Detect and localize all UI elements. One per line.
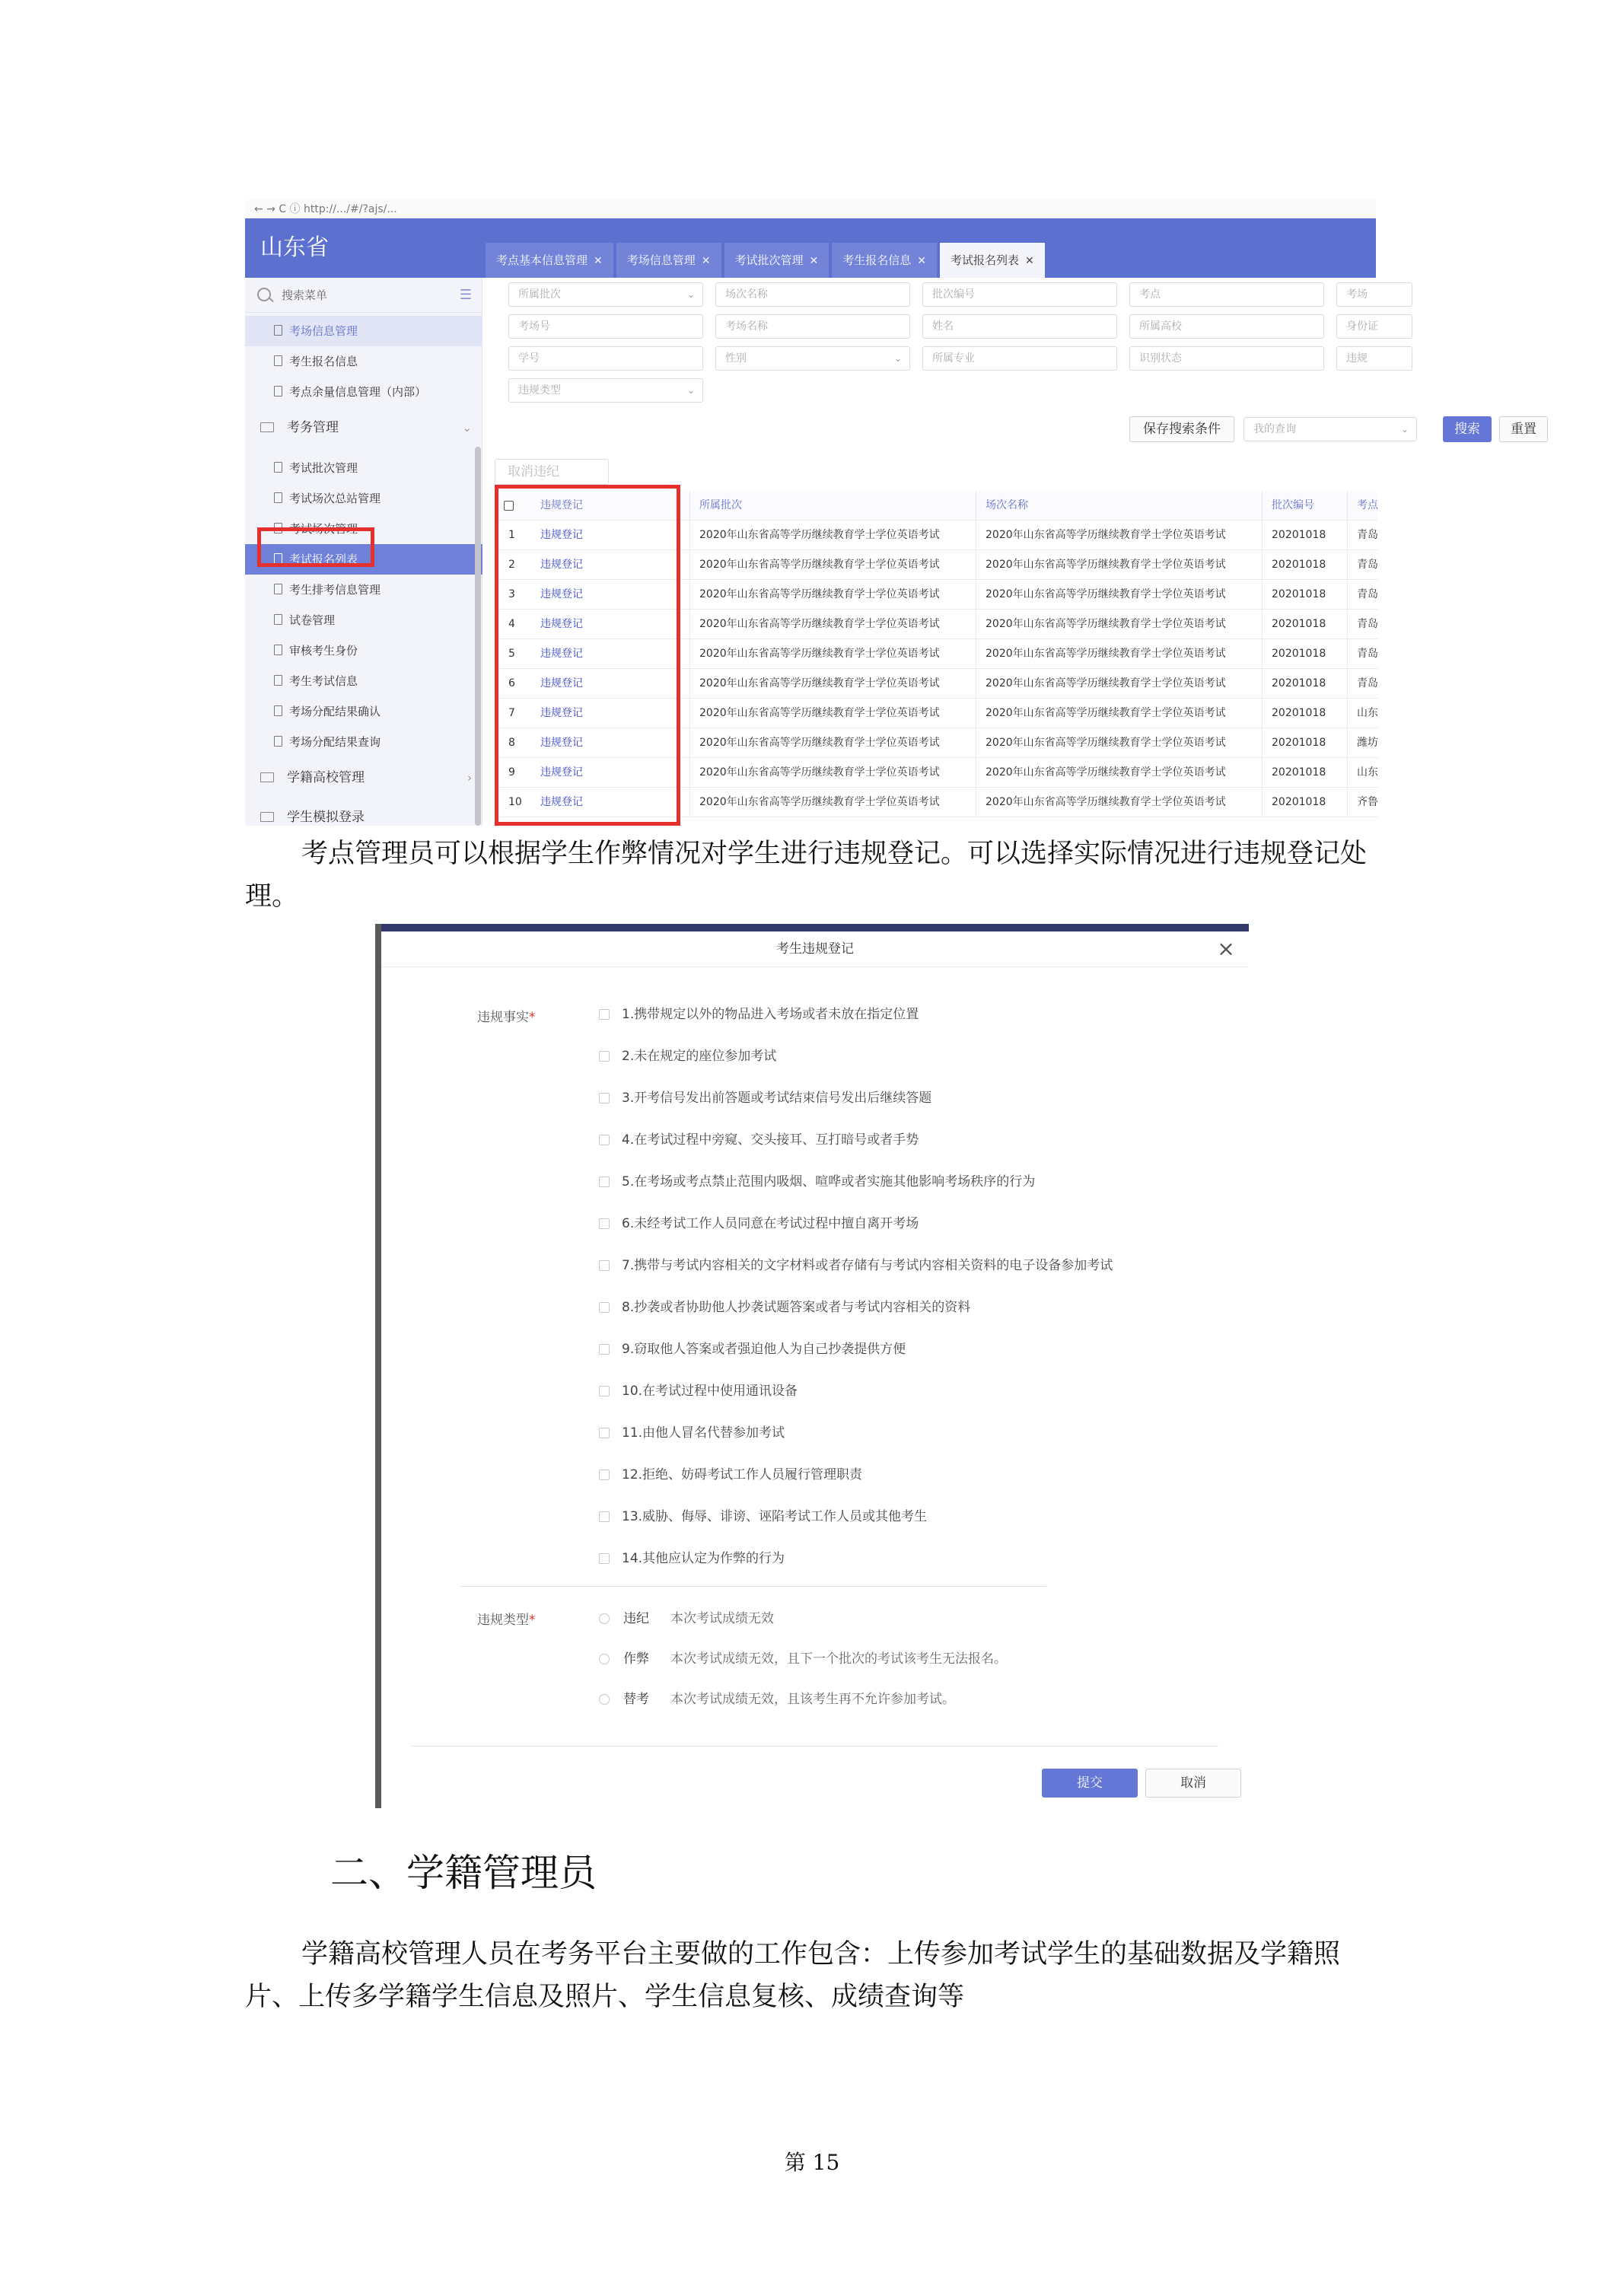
sidebar-scrollbar[interactable] <box>475 447 481 826</box>
row-number: 1 <box>508 529 515 541</box>
batch-code-cell: 20201018 <box>1262 788 1347 817</box>
close-icon[interactable]: ✕ <box>809 255 819 267</box>
session-cell: 2020年山东省高等学历继续教育学士学位英语考试 <box>976 669 1262 698</box>
batch-cell: 2020年山东省高等学历继续教育学士学位英语考试 <box>689 639 976 668</box>
submit-button[interactable]: 提交 <box>1042 1769 1138 1798</box>
chevron-down-icon: ⌄ <box>462 421 472 435</box>
sidebar-item-papers[interactable]: 试卷管理 <box>245 605 482 635</box>
batch-code-cell: 20201018 <box>1262 610 1347 638</box>
batch-code-cell: 20201018 <box>1262 580 1347 609</box>
folder-icon <box>260 812 274 822</box>
session-cell: 2020年山东省高等学历继续教育学士学位英语考试 <box>976 699 1262 728</box>
violation-register-link[interactable]: 违规登记 <box>540 529 583 541</box>
violation-register-link[interactable]: 违规登记 <box>540 648 583 660</box>
filter-name-input[interactable]: 姓名 <box>922 314 1117 339</box>
tab-strip <box>486 241 1048 278</box>
checkbox-icon <box>599 1428 610 1438</box>
batch-code-cell: 20201018 <box>1262 758 1347 787</box>
site-cell: 齐鲁 <box>1347 788 1393 817</box>
batch-cell: 2020年山东省高等学历继续教育学士学位英语考试 <box>689 788 976 817</box>
my-query-select[interactable]: 我的查询 ⌄ <box>1243 417 1417 441</box>
menu-search[interactable]: 搜索菜单 ☰ <box>245 278 482 313</box>
sidebar-item-exam-info[interactable]: 考生考试信息 <box>245 666 482 696</box>
page-number: 第 15 <box>784 2150 840 2175</box>
batch-cell: 2020年山东省高等学历继续教育学士学位英语考试 <box>689 550 976 579</box>
filter-recognition-input[interactable]: 识别状态 <box>1129 346 1324 371</box>
sidebar-group-exam-affairs[interactable]: 考务管理 ⌄ <box>245 409 482 447</box>
cancel-button[interactable]: 取消 <box>1145 1769 1241 1798</box>
filter-batch-code-input[interactable]: 批次编号 <box>922 282 1117 307</box>
violation-fact-label: 9.窃取他人答案或者强迫他人为自己抄袭提供方便 <box>622 1342 906 1357</box>
filter-panel <box>495 279 1536 439</box>
violation-fact-label: 5.在考场或考点禁止范围内吸烟、喧哗或者实施其他影响考场秩序的行为 <box>622 1174 1036 1189</box>
row-number: 3 <box>508 588 515 600</box>
checkbox-icon <box>599 1218 610 1229</box>
document-icon <box>274 584 282 594</box>
chevron-down-icon: ⌄ <box>893 353 902 364</box>
violation-register-link[interactable]: 违规登记 <box>540 796 583 808</box>
violation-fact-label: 11.由他人冒名代替参加考试 <box>622 1425 785 1441</box>
footer-divider <box>412 1746 1218 1747</box>
filter-student-no-input[interactable]: 学号 <box>508 346 703 371</box>
sidebar-item-session[interactable]: 考试场次管理 <box>245 514 482 544</box>
dialog-top-strip <box>375 924 1249 931</box>
paragraph-student-admin: 学籍高校管理人员在考务平台主要做的工作包含：上传参加考试学生的基础数据及学籍照片、上传多学籍学生信息及照片、学生信息复核、成绩查询等 <box>245 1939 1341 2012</box>
chevron-down-icon: ⌄ <box>686 289 695 300</box>
filter-major-input[interactable]: 所属专业 <box>922 346 1117 371</box>
batch-code-cell: 20201018 <box>1262 699 1347 728</box>
batch-cell: 2020年山东省高等学历继续教育学士学位英语考试 <box>689 669 976 698</box>
session-cell: 2020年山东省高等学历继续教育学士学位英语考试 <box>976 728 1262 757</box>
radio-icon <box>599 1613 610 1624</box>
sidebar-item-verify-identity[interactable]: 审核考生身份 <box>245 635 482 666</box>
site-cell: 山东 <box>1347 699 1393 728</box>
document-icon <box>274 614 282 625</box>
chevron-down-icon: ⌄ <box>686 385 695 396</box>
site-cell: 青岛 <box>1347 669 1393 698</box>
sidebar-item-allocation-query[interactable]: 考场分配结果查询 <box>245 727 482 757</box>
checkbox-icon <box>599 1051 610 1062</box>
save-search-button[interactable]: 保存搜索条件 <box>1129 416 1234 442</box>
batch-code-cell: 20201018 <box>1262 521 1347 549</box>
close-icon[interactable]: ✕ <box>1025 255 1034 267</box>
paragraph-intro: 考点管理员可以根据学生作弊情况对学生进行违规登记。可以选择实际情况进行违规登记处理。 <box>245 839 1368 912</box>
checkbox-icon <box>599 1386 610 1396</box>
checkbox-icon <box>599 1260 610 1271</box>
row-number: 7 <box>508 707 515 719</box>
list-toggle-icon[interactable]: ☰ <box>459 287 472 303</box>
highlight-box-column <box>495 485 680 826</box>
violation-dialog-screenshot: 考生违规登记 × 违规事实* 1.携带规定以外的物品进入考场或者未放在指定位置 2.未在规定的座位参加考试 3.开考信号发出前答题或考试结束信号发出后继续答题 4.在考试过程中旁窥、交头接耳、互打暗号或者手势 5.在考场或考点禁止范围内吸烟、喧哗或者实施其他影响考场秩序的行为 6.未经考试工作人员同意在考试过程中擅自离开考场 7.携带与考试内容相关的文字材料或者存储有与考试内容相关资料的电子设备参加考试 8.抄袭或者协助他人抄袭试题答案或者与考试内容相关的资料 9.窃取他人答案或者强迫他人为自己抄袭提供方便 10.在考试过程中使用通讯设备 11.由他人冒名代替参加考试 12.拒绝、妨碍考试工作人员履行管理职责 13.威胁、侮辱、诽谤、诬陷考试工作人员或其他考生 14.其他应认定为作弊的行为 违规类型* 违纪 本次考试成绩无效 作弊 本次考试成绩无效，且下一个批次的考试该考生无法报名。 替考 本次考试成绩无效，且该考生再不允许参加考试。 提交 取消 <box>375 924 1249 1808</box>
sidebar-item-batch[interactable]: 考试批次管理 <box>245 453 482 483</box>
checkbox-icon <box>599 1302 610 1313</box>
chevron-down-icon: ⌄ <box>1400 424 1409 435</box>
address-bar[interactable]: ← → C ⓘ http://.../#/?ajs/... <box>245 200 1376 218</box>
violation-register-link[interactable]: 违规登记 <box>540 737 583 749</box>
document-icon <box>274 355 282 366</box>
filter-violation-type-select[interactable]: 违规类型 ⌄ <box>508 378 703 403</box>
site-cell: 青岛 <box>1347 610 1393 638</box>
violation-register-link[interactable]: 违规登记 <box>540 707 583 719</box>
folder-icon <box>260 772 274 782</box>
violation-fact-label: 6.未经考试工作人员同意在考试过程中擅自离开考场 <box>622 1216 919 1231</box>
batch-cell: 2020年山东省高等学历继续教育学士学位英语考试 <box>689 728 976 757</box>
sidebar-item-arrangement[interactable]: 考生排考信息管理 <box>245 575 482 605</box>
search-icon <box>257 288 271 301</box>
close-icon[interactable]: × <box>1217 936 1235 961</box>
batch-cell: 2020年山东省高等学历继续教育学士学位英语考试 <box>689 610 976 638</box>
session-cell: 2020年山东省高等学历继续教育学士学位英语考试 <box>976 758 1262 787</box>
session-cell: 2020年山东省高等学历继续教育学士学位英语考试 <box>976 580 1262 609</box>
search-button[interactable]: 搜索 <box>1443 416 1492 442</box>
checkbox-icon <box>599 1177 610 1187</box>
row-number: 6 <box>508 677 515 689</box>
tab-registration-info[interactable]: 考生报名信息 ✕ <box>832 243 937 278</box>
filter-session-input[interactable]: 场次名称 <box>715 282 910 307</box>
site-cell: 青岛 <box>1347 580 1393 609</box>
sidebar-group-simulated-login[interactable]: 学生模拟登录 <box>245 798 482 836</box>
folder-icon <box>260 422 274 432</box>
session-cell: 2020年山东省高等学历继续教育学士学位英语考试 <box>976 521 1262 549</box>
checkbox-icon <box>599 1135 610 1145</box>
radio-icon <box>599 1694 610 1705</box>
site-cell: 山东 <box>1347 758 1393 787</box>
batch-cell: 2020年山东省高等学历继续教育学士学位英语考试 <box>689 521 976 549</box>
checkbox-icon <box>599 1470 610 1480</box>
violation-register-link[interactable]: 违规登记 <box>540 618 583 630</box>
violation-register-link[interactable]: 违规登记 <box>540 677 583 689</box>
site-cell: 潍坊 <box>1347 728 1393 757</box>
close-icon[interactable]: ✕ <box>917 255 926 267</box>
highlight-box-menu <box>257 527 374 567</box>
dialog-left-border <box>375 924 381 1808</box>
checkbox-icon <box>599 1344 610 1355</box>
dialog-title: 考生违规登记 <box>381 931 1249 967</box>
batch-code-cell: 20201018 <box>1262 550 1347 579</box>
sidebar-item-registration-info[interactable]: 考生报名信息 <box>245 346 482 377</box>
violation-fact-label: 4.在考试过程中旁窥、交头接耳、互打暗号或者手势 <box>622 1132 919 1148</box>
row-number: 2 <box>508 559 515 571</box>
batch-cell: 2020年山东省高等学历继续教育学士学位英语考试 <box>689 580 976 609</box>
section-title: 二、学籍管理员 <box>330 1851 597 1895</box>
document-icon <box>274 492 282 503</box>
filter-room-name-input[interactable]: 考场名称 <box>715 314 910 339</box>
violation-fact-label: 3.开考信号发出前答题或考试结束信号发出后继续答题 <box>622 1091 932 1106</box>
violation-register-link[interactable]: 违规登记 <box>540 559 583 571</box>
violation-register-link[interactable]: 违规登记 <box>540 588 583 600</box>
facts-label: 违规事实* <box>477 1010 536 1025</box>
sidebar-item-session-station[interactable]: 考试场次总站管理 <box>245 483 482 514</box>
document-icon <box>274 386 282 396</box>
violation-register-link[interactable]: 违规登记 <box>540 766 583 779</box>
filter-batch-select[interactable]: 所属批次 ⌄ <box>508 282 703 307</box>
row-number: 10 <box>508 796 522 808</box>
violation-fact-label: 12.拒绝、妨碍考试工作人员履行管理职责 <box>622 1467 863 1482</box>
violation-fact-label: 7.携带与考试内容相关的文字材料或者存储有与考试内容相关资料的电子设备参加考试 <box>622 1258 1113 1273</box>
filter-school-input[interactable]: 所属高校 <box>1129 314 1324 339</box>
filter-id-input[interactable]: 身份证 <box>1336 314 1412 339</box>
type-label: 违规类型* <box>477 1613 536 1628</box>
document-icon <box>274 736 282 747</box>
filter-room-input[interactable]: 考场 <box>1336 282 1412 307</box>
filter-room-no-input[interactable]: 考场号 <box>508 314 703 339</box>
site-cell: 青岛 <box>1347 521 1393 549</box>
sidebar-item-registration-list[interactable]: 考试报名列表 <box>245 544 482 575</box>
batch-code-cell: 20201018 <box>1262 669 1347 698</box>
cancel-violation-button[interactable]: 取消违纪 <box>495 459 609 485</box>
divider <box>460 1586 1046 1587</box>
filter-site-input[interactable]: 考点 <box>1129 282 1324 307</box>
row-number: 8 <box>508 737 515 749</box>
reset-button[interactable]: 重置 <box>1499 416 1548 442</box>
session-cell: 2020年山东省高等学历继续教育学士学位英语考试 <box>976 639 1262 668</box>
exam-admin-screenshot <box>245 200 1536 826</box>
tab-site-info[interactable]: 考点基本信息管理 ✕ <box>486 243 613 278</box>
violation-fact-label: 14.其他应认定为作弊的行为 <box>622 1551 785 1566</box>
close-icon[interactable]: ✕ <box>594 255 603 267</box>
batch-cell: 2020年山东省高等学历继续教育学士学位英语考试 <box>689 758 976 787</box>
violation-fact-label: 1.携带规定以外的物品进入考场或者未放在指定位置 <box>622 1007 919 1022</box>
radio-icon <box>599 1654 610 1664</box>
sidebar-group-school[interactable]: 学籍高校管理 › <box>245 759 482 797</box>
batch-code-cell: 20201018 <box>1262 728 1347 757</box>
document-icon <box>274 705 282 716</box>
violation-fact-label: 8.抄袭或者协助他人抄袭试题答案或者与考试内容相关的资料 <box>622 1300 971 1315</box>
tab-registration-list[interactable]: 考试报名列表 ✕ <box>940 243 1045 278</box>
document-icon <box>274 675 282 686</box>
checkbox-icon <box>599 1093 610 1103</box>
document-icon <box>274 462 282 473</box>
session-cell: 2020年山东省高等学历继续教育学士学位英语考试 <box>976 788 1262 817</box>
sidebar-item-allocation-confirm[interactable]: 考场分配结果确认 <box>245 696 482 727</box>
sidebar-item-room-info[interactable]: 考场信息管理 <box>245 316 482 346</box>
checkbox-icon <box>599 1553 610 1564</box>
filter-gender-select[interactable]: 性别 ⌄ <box>715 346 910 371</box>
row-number: 5 <box>508 648 515 660</box>
site-cell: 青岛 <box>1347 639 1393 668</box>
tab-batch[interactable]: 考试批次管理 ✕ <box>724 243 830 278</box>
sidebar-item-site-capacity[interactable]: 考点余量信息管理（内部） <box>245 377 482 407</box>
table-header: 违规登记 所属批次 场次名称 批次编号 考点 <box>495 491 1377 521</box>
session-cell: 2020年山东省高等学历继续教育学士学位英语考试 <box>976 550 1262 579</box>
row-number: 9 <box>508 766 515 779</box>
session-cell: 2020年山东省高等学历继续教育学士学位英语考试 <box>976 610 1262 638</box>
document-icon <box>274 645 282 655</box>
violation-fact-label: 13.威胁、侮辱、诽谤、诬陷考试工作人员或其他考生 <box>622 1509 928 1524</box>
row-number: 4 <box>508 618 515 630</box>
checkbox-icon <box>599 1009 610 1020</box>
batch-cell: 2020年山东省高等学历继续教育学士学位英语考试 <box>689 699 976 728</box>
chevron-right-icon: › <box>467 771 472 785</box>
checkbox-icon <box>599 1511 610 1522</box>
tab-room-info[interactable]: 考场信息管理 ✕ <box>616 243 721 278</box>
filter-violation-input[interactable]: 违规 <box>1336 346 1412 371</box>
brand-title: 山东省 <box>260 234 329 261</box>
violation-fact-label: 2.未在规定的座位参加考试 <box>622 1049 777 1064</box>
site-cell: 青岛 <box>1347 550 1393 579</box>
violation-fact-label: 10.在考试过程中使用通讯设备 <box>622 1384 798 1399</box>
close-icon[interactable]: ✕ <box>701 255 711 267</box>
batch-code-cell: 20201018 <box>1262 639 1347 668</box>
document-icon <box>274 325 282 336</box>
